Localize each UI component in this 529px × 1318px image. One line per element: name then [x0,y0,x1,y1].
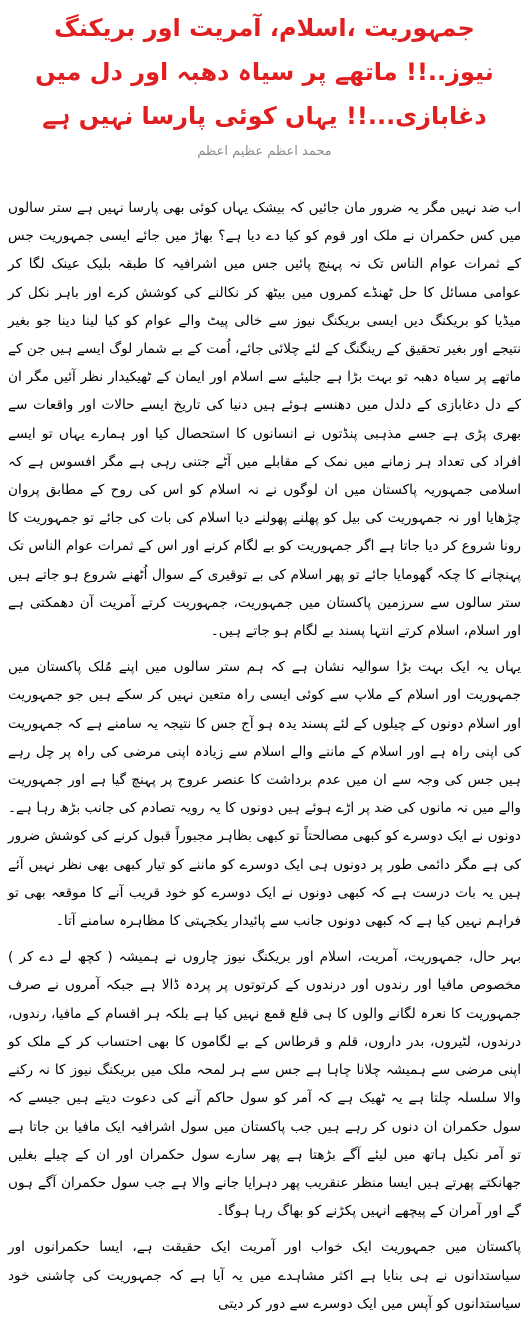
article-paragraph-1: اب ضد نہیں مگر یہ ضرور مان جائیں کہ بیشک یہاں کوئی بھی پارسا نہیں ہے ستر سالوں میں کس حکمران نے ملک اور قوم کو کیا دے دیا ہے؟ بھاڑ میں جائے ایسی جمہوریت جس کے ثمرات عوام الناس تک نہ پہنچ پائیں جس میں اشرافیہ کا طبقہ بلیک عینک لگا کر عوامی مسائل کا حل ٹھنڈے کمروں میں بیٹھ کر نکالنے کی کوشش کرے اور باہر نکل کر میڈیا کو بریکنگ دیں ایسی بریکنگ نیوز سے خالی پیٹ والے عوام کو کیا لینا دینا جو بغیر نتیجے اور بغیر تحقیق کے رینگنگ کے لئے چلائی جائے، اُمت کے بے شمار لوگ ایسے ہیں جن کے ماتھے پر سیاہ دھبہ تو بہت بڑا ہے جلیئے سے اسلام اور ایمان کے ٹھیکیدار نظر آئیں مگر ان کے دل دغابازی کے دلدل میں دھنسے ہوئے ہیں دنیا کی تاریخ ایسے حالات اور واقعات سے بھری پڑی ہے جسے مذہبی پنڈتوں نے انسانوں کا استحصال کیا اور ہمارے یہاں تو ایسے افراد کی تعداد ہر زمانے میں نمک کے مقابلے میں آٹے جتنی رہی ہے مگر افسوس ہے کہ اسلامی جمہوریہ پاکستان میں ان لوگوں نے نہ اسلام کو اس کی روح کے مطابق پروان چڑھایا اور نہ جمہوریت کی بیل کو پھلنے پھولنے دیا اسلام کی بات کی جائے تو جمہوریت کا رونا شروع کر دیا جاتا ہے اگر جمہوریت کو بے لگام کرنے اور اس کے ثمرات عوام الناس تک پہنچانے کا چکہ گھومایا جائے تو پھر اسلام کی بے توقیری کے سوال اُٹھنے شروع ہو جاتے ہیں ستر سالوں سے سرزمین پاکستان میں جمہوریت، جمہوریت کرتے آمریت آن دھمکتی ہے اور اسلام، اسلام کرتے انتہا پسند بے لگام ہو جاتے ہیں۔ [8,200,521,640]
article-paragraph-3: بہر حال، جمہوریت، آمریت، اسلام اور بریکنگ نیوز چاروں نے ہمیشہ ( کچھ لے دے کر ) مخصوص مافیا اور رندوں اور درندوں کے کرتوتوں پر پردہ ڈالا ہے جبکہ آمروں نے صرف جمہوریت کا نعرہ لگانے والوں کا ہی قلع قمع نہیں کیا ہے بلکہ ہر اقسام کے مافیا، رندوں، درندوں، لٹیروں، بدر داروں، قلم و قرطاس کے بے لگاموں کا بھی احتساب کر کے ملک کو اپنی مرضی سے ہمیشہ چلانا چاہا ہے جس سے ہر لمحہ ملک میں بریکنگ نیوز کا نہ رکنے والا سلسلہ چلتا ہے یہ ٹھیک ہے کہ آمر کو سول حاکم آنے کی دعوت دیتے ہیں جیسے کہ سول حکمران ان دنوں کر رہے ہیں جب پاکستان میں سول اشرافیہ ایک مافیا بن جاتا ہے تو آمر نکیل ہاتھ میں لیئے آگے بڑھتا ہے پھر سارے سول حکمران اور ان کے چیلے بغلیں جھانکتے پھرتے ہیں ایسا منظر عنقریب پھر دہرایا جانے والا ہے جب سول حکمران آگے ہوں گے اور آمران کے پیچھے انہیں پکڑنے کو بھاگ رہا ہوگا۔ [8,949,521,1220]
article-headline: جمہوریت ،اسلام، آمریت اور بریکنگ نیوز..!! ماتھے پر سیاہ دھبہ اور دل میں دغابازی...!! یہاں کوئی پارسا نہیں ہے [35,14,494,130]
paragraph-spacer [8,935,521,943]
paragraph-spacer [8,1225,521,1233]
article-paragraph-4: پاکستان میں جمہوریت ایک خواب اور آمریت ایک حقیقت ہے، ایسا حکمرانوں اور سیاستدانوں نے ہی بنایا ہے اکثر مشاہدے میں یہ آیا ہے کہ جمہوریت کی چاشنی خود سیاستدانوں کو آپس میں ایک دوسرے سے دور کر دیتی [8,1239,521,1312]
article-paragraph-2: یہاں یہ ایک بہت بڑا سوالیہ نشان ہے کہ ہم ستر سالوں میں اپنے مُلک پاکستان میں جمہوریت اور اسلام کے ملاپ سے کوئی ایسی راہ متعین نہیں کر سکے ہیں جو جمہوریت اور اسلام دونوں کے چیلوں کے لئے پسند یدہ ہو آج جس کا نتیجہ یہ سامنے ہے کہ جمہوریت کی اپنی راہ ہے اور اسلام کے ماننے والے اسلام سے زیادہ اپنی مرضی کی راہ پر چل رہے ہیں جس کی وجہ سے ان میں عدم برداشت کا عنصر عروج پر پہنچ گیا ہے اور جمہوریت والے میں نہ مانوں کی ضد پر اڑے ہوئے ہیں دونوں کا یہ رویہ تصادم کی جانب بڑھ رہا ہے۔ دونوں نے ایک دوسرے کو کبھی مصالحتاً تو کبھی بظاہر مجبوراً قبول کرنے کی کوشش ضرور کی ہے مگر دائمی طور پر دونوں ہی ایک دوسرے کو ماننے کو تیار کبھی بھی نظر نہیں آئے ہیں یہ بات درست ہے کہ کبھی دونوں نے ایک دوسرے کو خود قریب آنے کا موقعہ بھی تو فراہم نہیں کیا ہے کہ کبھی دونوں جانب سے پائیدار یکجہتی کا مظاہرہ سامنے آتا۔ [8,659,521,930]
paragraph-spacer [8,645,521,653]
author-name: محمد اعظم عظیم اعظم [197,144,332,159]
article-body [8,194,521,1318]
